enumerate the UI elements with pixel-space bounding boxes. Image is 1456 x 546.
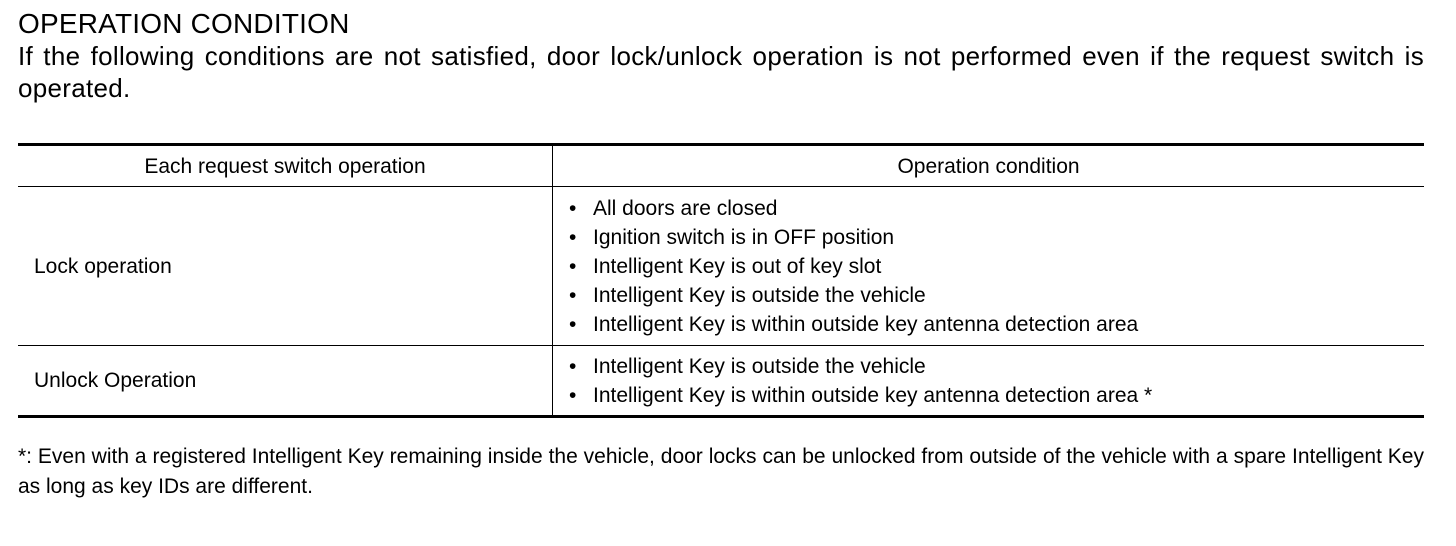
bullet-icon: •: [569, 254, 577, 278]
condition-list-unlock: [553, 352, 1424, 410]
list-item: [569, 223, 1424, 252]
table-row-lock: [18, 187, 1424, 346]
footnote: *: Even with a registered Intelligent Key remaining inside the vehicle, door locks can be unlocked from outside of the vehicle with a spare Intelligent Key as long as key IDs are different.: [18, 445, 1424, 498]
table-row-unlock: [18, 346, 1424, 417]
header-operation-condition: Operation condition: [553, 145, 1425, 187]
operation-cell-unlock: Unlock Operation: [18, 346, 553, 417]
condition-text: Ignition switch is in OFF position: [593, 225, 895, 249]
condition-text: All doors are closed: [593, 196, 778, 220]
condition-cell-unlock: [553, 346, 1425, 417]
table-header-row: [18, 145, 1424, 187]
intro-paragraph: If the following conditions are not satisfied, door lock/unlock operation is not performed even if the request switch is operated.: [18, 41, 1424, 103]
section-title: OPERATION CONDITION: [18, 8, 350, 39]
operation-condition-table: [18, 143, 1424, 418]
list-item: [569, 352, 1424, 381]
list-item: [569, 281, 1424, 310]
bullet-icon: •: [569, 196, 577, 220]
condition-cell-lock: [553, 187, 1425, 346]
list-item: [569, 252, 1424, 281]
bullet-icon: •: [569, 312, 577, 336]
header-switch-operation: Each request switch operation: [18, 145, 553, 187]
bullet-icon: •: [569, 354, 577, 378]
condition-text: Intelligent Key is within outside key antenna detection area: [593, 312, 1139, 336]
condition-text: Intelligent Key is within outside key antenna detection area *: [593, 383, 1153, 407]
condition-list-lock: [553, 194, 1424, 339]
condition-text: Intelligent Key is outside the vehicle: [593, 354, 926, 378]
bullet-icon: •: [569, 225, 577, 249]
list-item: [569, 194, 1424, 223]
document-page: [18, 8, 1424, 498]
list-item: [569, 381, 1424, 410]
condition-text: Intelligent Key is out of key slot: [593, 254, 882, 278]
bullet-icon: •: [569, 383, 577, 407]
operation-cell-lock: Lock operation: [18, 187, 553, 346]
list-item: [569, 310, 1424, 339]
condition-text: Intelligent Key is outside the vehicle: [593, 283, 926, 307]
bullet-icon: •: [569, 283, 577, 307]
